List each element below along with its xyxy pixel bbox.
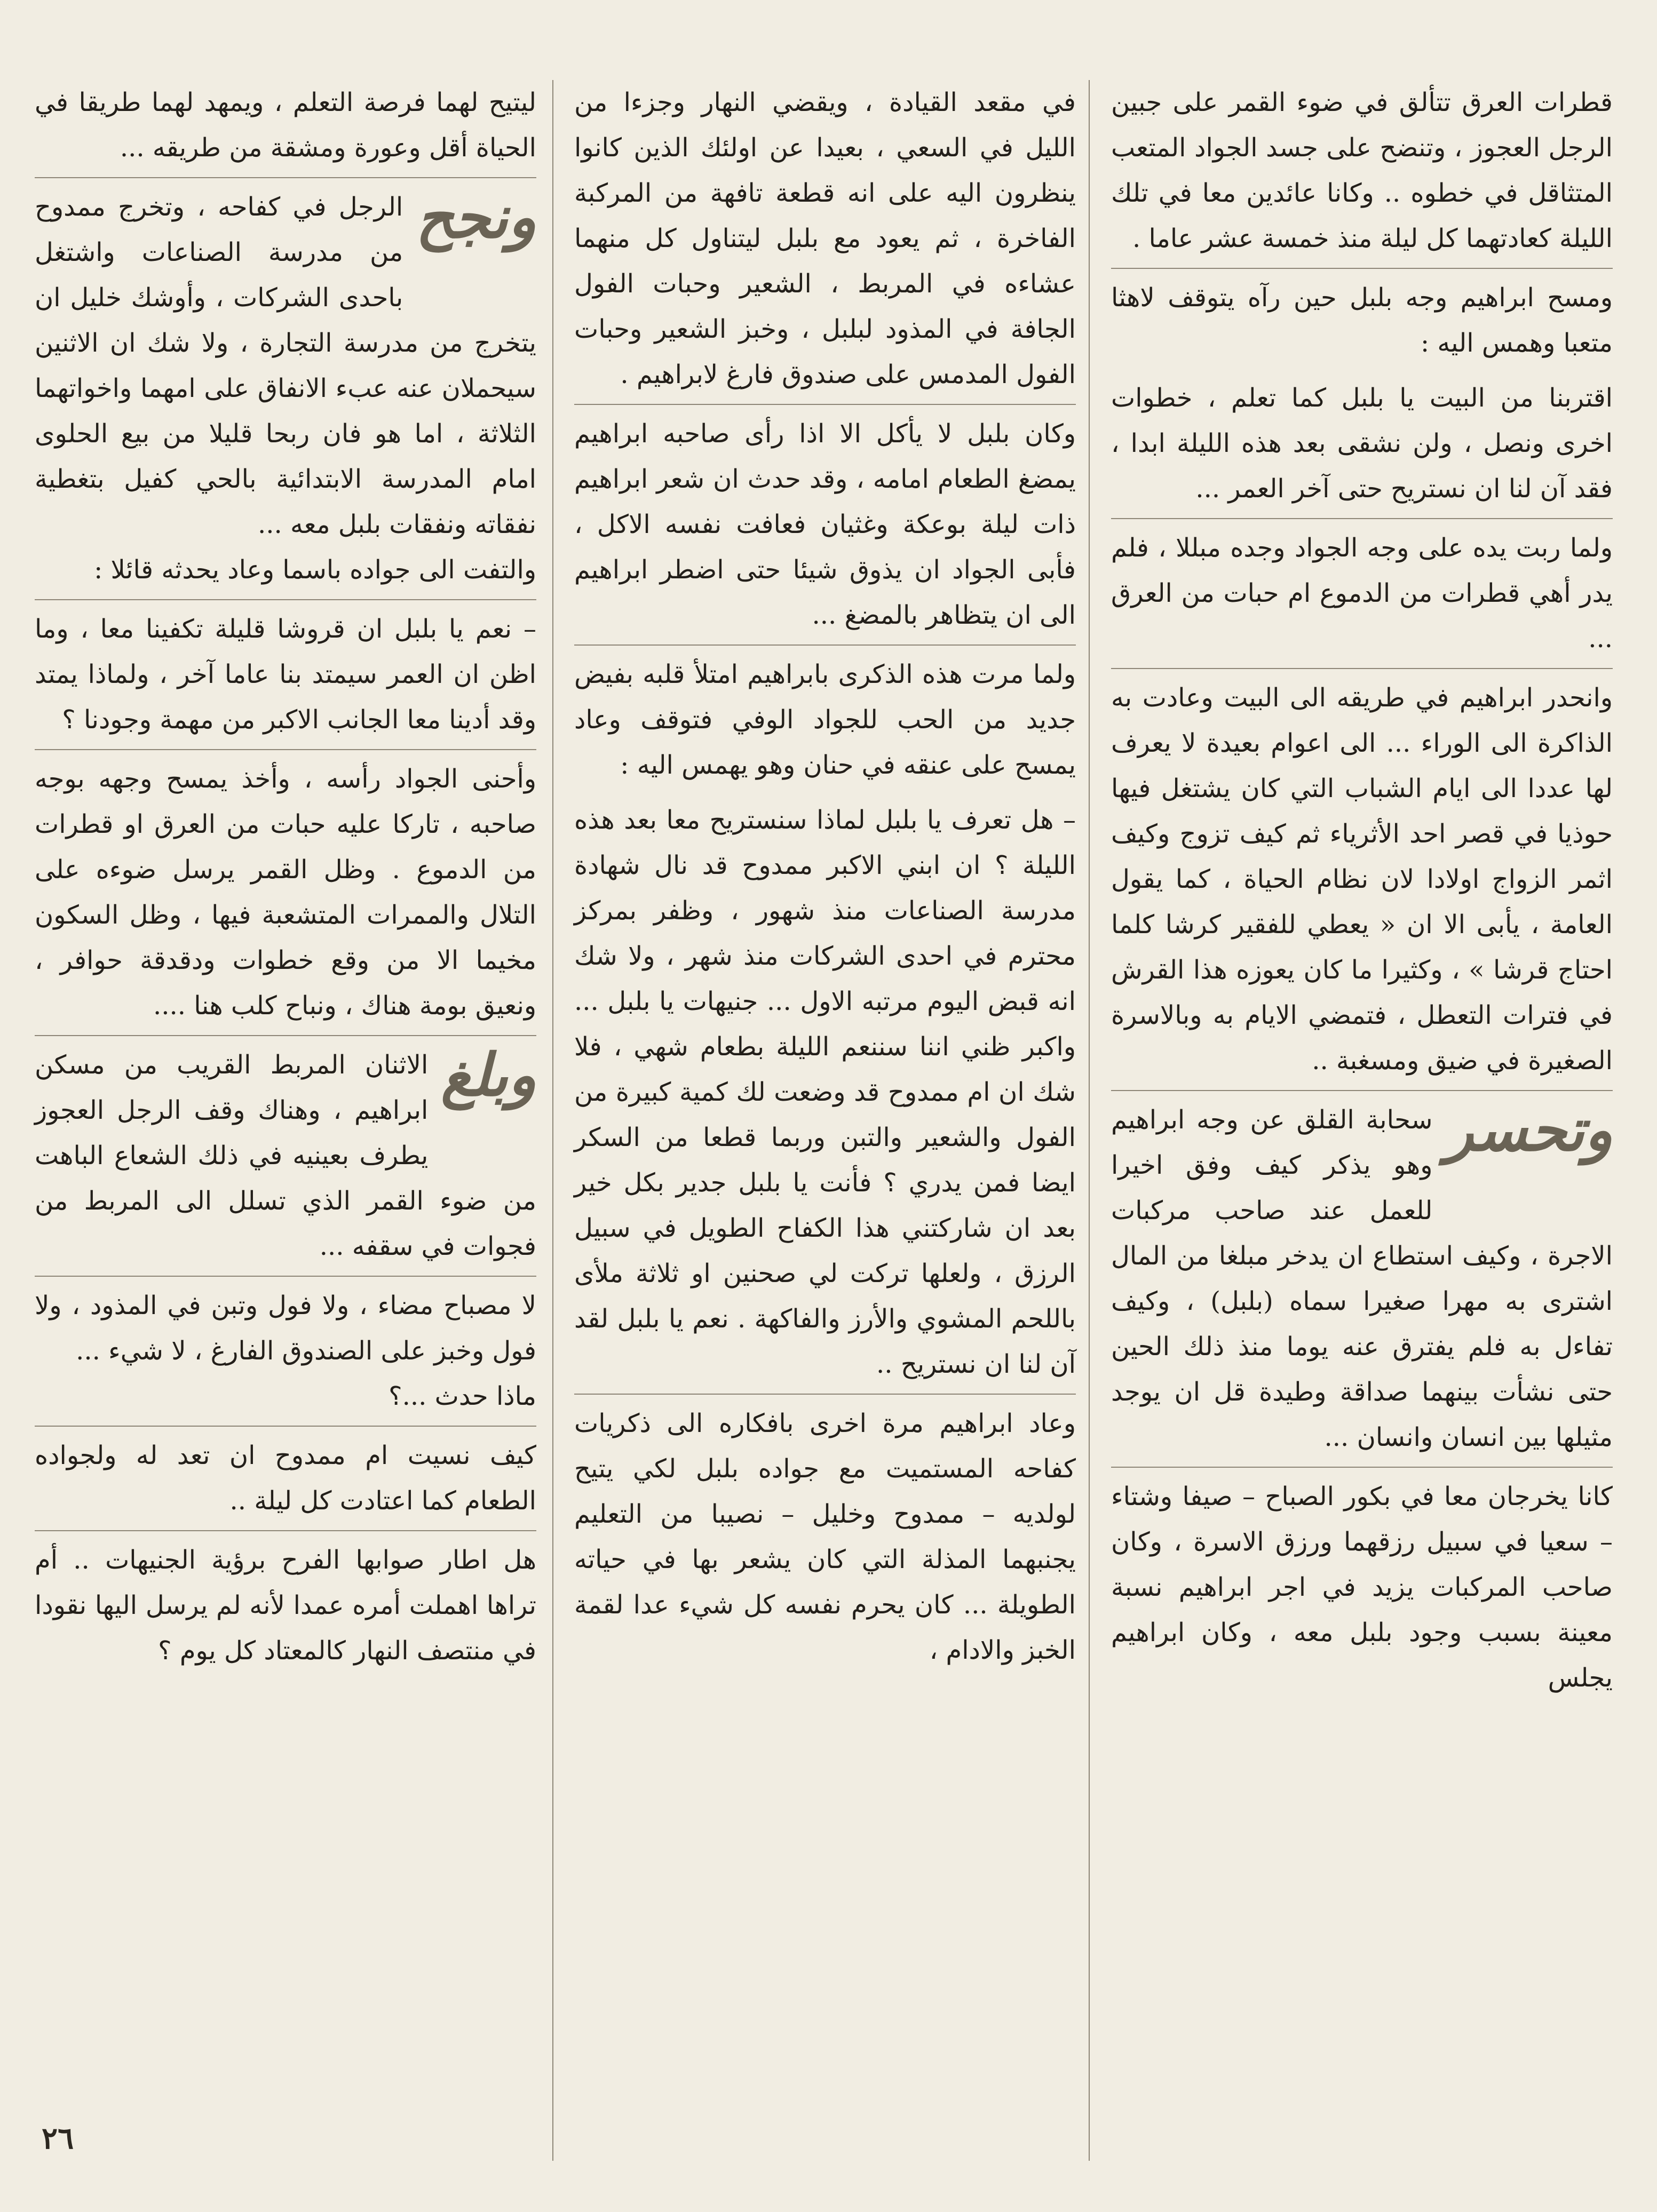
paragraph: – هل تعرف يا بلبل لماذا سنستريح معا بعد هذه الليلة ؟ ان ابني الاكبر ممدوح قد نال شهادة مدرسة الصناعات منذ شهور ، وظفر بمركز محترم في احدى الشركات منذ شهر ، ولا شك انه قبض اليوم مرتبه الاول ... جنيهات يا بلبل ... واكبر ظني اننا سننعم الليلة بطعام شهي ، فلا شك ان ام ممدوح قد وضعت لك كمية كبيرة من الفول والشعير والتبن وربما قطعا من السكر ايضا فمن يدري ؟ فأنت يا بلبل جدير بكل خير بعد ان شاركتني هذا الكفاح الطويل في سبيل الرزق ، ولعلها تركت لي صحنين او ثلاثة ملأى باللحم المشوي والأرز والفاكهة . نعم يا بلبل لقد آن لنا ان نستريح .. (574, 805, 1076, 1379)
paragraph: ولما ربت يده على وجه الجواد وجده مبللا ، فلم يدر أهي قطرات من الدموع ام حبات من العرق ... (1111, 533, 1613, 654)
paragraph: وكان بلبل لا يأكل الا اذا رأى صاحبه ابراهيم يمضغ الطعام امامه ، وقد حدث ان شعر ابراهيم ذات ليلة بوعكة وغثيان فعافت نفسه الاكل ، فأبى الجواد ان يذوق شيئا حتى اضطر ابراهيم الى ان يتظاهر بالمضغ ... (574, 419, 1076, 630)
paragraph: هل اطار صوابها الفرح برؤية الجنيهات .. أم تراها اهملت أمره عمدا لأنه لم يرسل اليها نقودا في منتصف النهار كالمعتاد كل يوم ؟ (35, 1545, 537, 1666)
paragraph-rule (35, 599, 536, 600)
article-column-left (35, 80, 536, 1674)
paragraph: كيف نسيت ام ممدوح ان تعد له ولجواده الطعام كما اعتادت كل ليلة .. (35, 1441, 536, 1516)
column-divider (1089, 80, 1090, 2161)
paragraph-rule (35, 749, 536, 750)
article-column-middle (574, 80, 1076, 1673)
paragraph: وأحنى الجواد رأسه ، وأخذ يمسح وجهه بوجه صاحبه ، تاركا عليه حبات من العرق او قطرات من الدموع . وظل القمر يرسل ضوءه على التلال والممرات المتشعبة فيها ، وظل السكون مخيما الا من وقع خطوات ودقدقة حوافر ، ونعيق بومة هناك ، ونباح كلب هنا .... (35, 764, 536, 1021)
paragraph-rule (1111, 1467, 1613, 1468)
paragraph-rule (1111, 668, 1613, 669)
paragraph-rule (35, 177, 536, 178)
column-divider (552, 80, 553, 2161)
paragraph-rule (35, 1035, 536, 1036)
paragraph-rule (35, 1530, 536, 1531)
paragraph: اقتربنا من البيت يا بلبل كما تعلم ، خطوات اخرى ونصل ، ولن نشقى بعد هذه الليلة ابدا ، فقد آن لنا ان نستريح حتى آخر العمر ... (1111, 383, 1613, 504)
paragraph: ليتيح لهما فرصة التعلم ، ويمهد لهما طريقا في الحياة أقل وعورة ومشقة من طريقه ... (35, 87, 536, 163)
decorative-initial-word: وبلغ (441, 1040, 536, 1109)
paragraph: الرجل في كفاحه ، وتخرج ممدوح من مدرسة الصناعات واشتغل باحدى الشركات ، وأوشك خليل ان يتخرج من مدرسة التجارة ، ولا شك ان الاثنين سيحملان عنه عبء الانفاق على امهما واخواتهما الثلاثة ، اما هو فان ربحا قليلا من بيع الحلوى امام المدرسة الابتدائية بالحي كفيل بتغطية نفقاته ونفقات بلبل معه ... (35, 192, 537, 539)
paragraph: في مقعد القيادة ، ويقضي النهار وجزءا من الليل في السعي ، بعيدا عن اولئك الذين كانوا ينظرون اليه على انه قطعة تافهة من المركبة الفاخرة ، ثم يعود مع بلبل ليتناول كل منهما عشاءه في المربط ، الشعير وحبات الفول الجافة في المذود لبلبل ، وخبز الشعير وحبات الفول المدمس على صندوق فارغ لابراهيم . (574, 87, 1076, 389)
paragraph: لا مصباح مضاء ، ولا فول وتبن في المذود ، ولا فول وخبز على الصندوق الفارغ ، لا شيء ... (35, 1291, 536, 1366)
decorative-initial-word: وتحسر (1445, 1095, 1613, 1164)
paragraph-rule (35, 1426, 536, 1427)
paragraph-rule (574, 1394, 1076, 1395)
paragraph-rule (574, 644, 1076, 646)
paragraph: وعاد ابراهيم مرة اخرى بافكاره الى ذكريات كفاحه المستميت مع جواده بلبل لكي يتيح لولديه – ممدوح وخليل – نصيبا من التعليم يجنبهما المذلة التي كان يشعر بها في حياته الطويلة ... كان يحرم نفسه كل شيء عدا لقمة الخبز والادام ، (574, 1409, 1076, 1665)
decorative-initial-word: ونجح (416, 182, 536, 251)
paragraph-rule (1111, 268, 1613, 269)
paragraph: ماذا حدث ...؟ (389, 1381, 536, 1411)
paragraph: كانا يخرجان معا في بكور الصباح – صيفا وشتاء – سعيا في سبيل رزقهما ورزق الاسرة ، وكان صاحب المركبات يزيد في اجر ابراهيم نسبة معينة بسبب وجود بلبل معه ، وكان ابراهيم يجلس (1111, 1482, 1613, 1693)
paragraph: الاثنان المربط القريب من مسكن ابراهيم ، وهناك وقف الرجل العجوز يطرف بعينيه في ذلك الشعاع الباهت من ضوء القمر الذي تسلل الى المربط من فجوات في سقفه ... (35, 1050, 536, 1261)
paragraph-rule (1111, 518, 1613, 519)
paragraph: سحابة القلق عن وجه ابراهيم وهو يذكر كيف وفق اخيرا للعمل عند صاحب مركبات الاجرة ، وكيف استطاع ان يدخر مبلغا من المال اشترى به مهرا صغيرا سماه (بلبل) ، وكيف تفاءل به فلم يفترق عنه يوما منذ ذلك الحين حتى نشأت بينهما صداقة وطيدة قل ان يوجد مثيلها بين انسان وانسان ... (1111, 1105, 1613, 1452)
paragraph-rule (35, 1276, 536, 1277)
paragraph: وانحدر ابراهيم في طريقه الى البيت وعادت به الذاكرة الى الوراء ... الى اعوام بعيدة لا يعرف لها عددا الى ايام الشباب التي كان يشتغل فيها حوذيا في قصر احد الأثرياء ثم كيف تزوج وكيف اثمر الزواج اولادا لان نظام الحياة ، كما يقول العامة ، يأبى الا ان « يعطي للفقير كرشا كلما احتاج قرشا » ، وكثيرا ما كان يعوزه هذا القرش في فترات التعطل ، فتمضي الايام به وبالاسرة الصغيرة في ضيق ومسغبة .. (1111, 683, 1613, 1076)
page-number: ٢٦ (42, 2121, 74, 2156)
paragraph: ومسح ابراهيم وجه بلبل حين رآه يتوقف لاهثا متعبا وهمس اليه : (1111, 283, 1613, 358)
paragraph: قطرات العرق تتألق في ضوء القمر على جبين الرجل العجوز ، وتنضح على جسد الجواد المتعب المتثاقل في خطوه .. وكانا عائدين معا في تلك الليلة كعادتهما كل ليلة منذ خمسة عشر عاما . (1111, 87, 1613, 253)
paragraph-rule (574, 404, 1076, 405)
paragraph-rule (1111, 1090, 1613, 1091)
paragraph: والتفت الى جواده باسما وعاد يحدثه قائلا : (94, 555, 536, 585)
article-column-right (1111, 80, 1613, 1701)
paragraph: ولما مرت هذه الذكرى بابراهيم امتلأ قلبه بفيض جديد من الحب للجواد الوفي فتوقف وعاد يمسح على عنقه في حنان وهو يهمس اليه : (574, 659, 1076, 780)
paragraph: – نعم يا بلبل ان قروشا قليلة تكفينا معا ، وما اظن ان العمر سيمتد بنا عاما آخر ، ولماذا يمتد وقد أدينا معا الجانب الاكبر من مهمة وجودنا ؟ (35, 614, 536, 735)
